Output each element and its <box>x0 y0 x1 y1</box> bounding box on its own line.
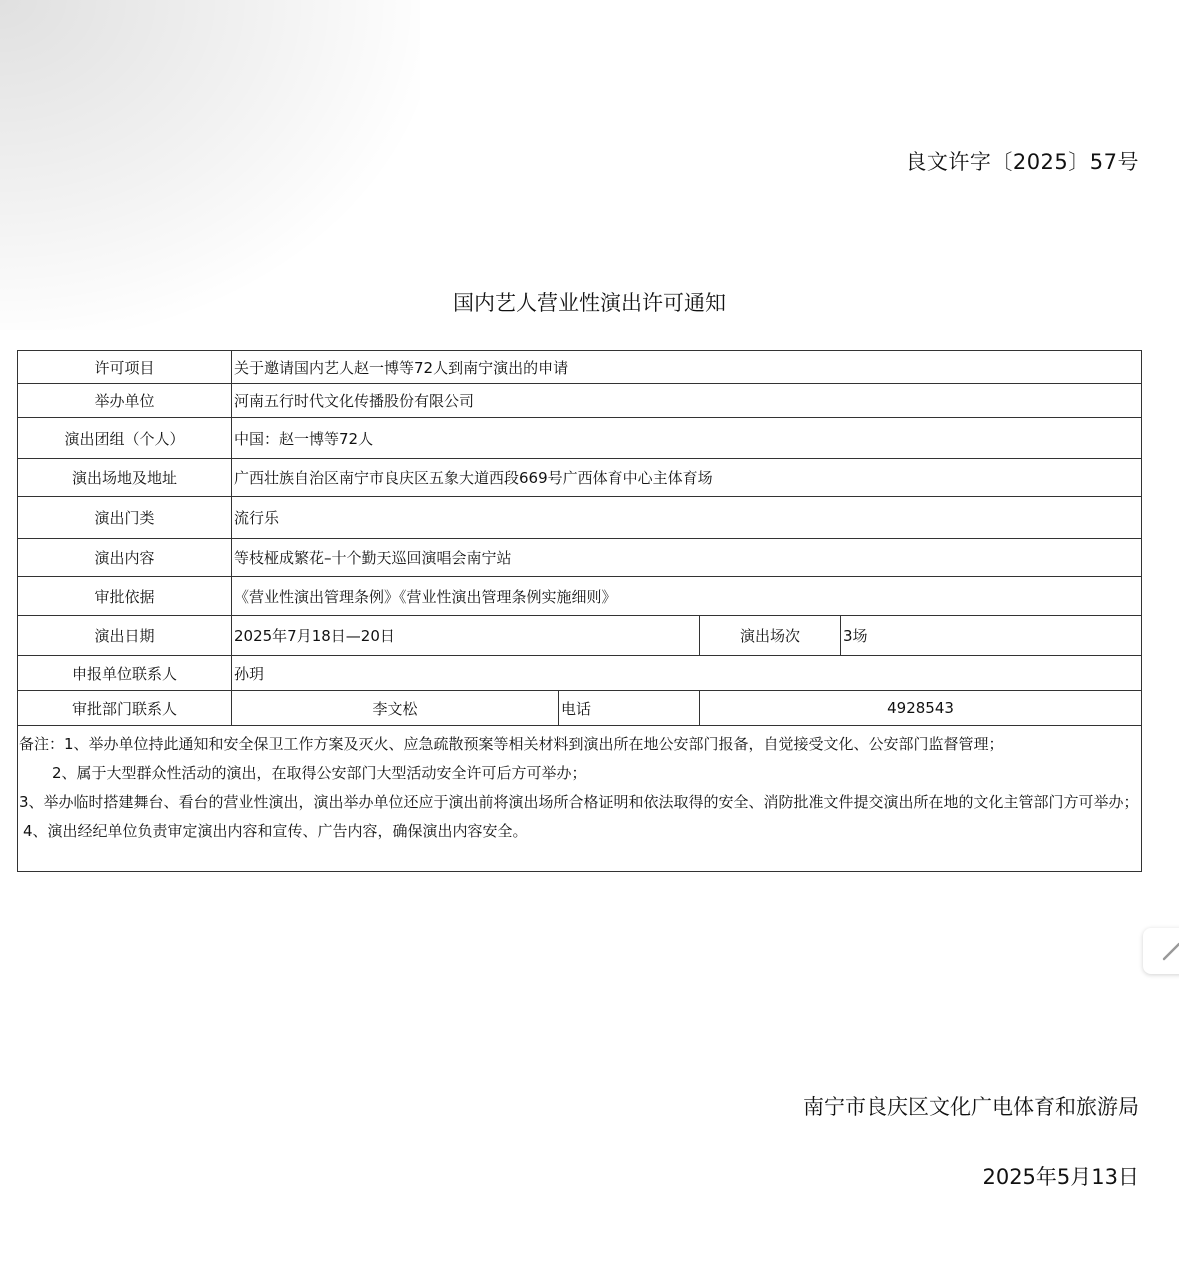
organizer-value: 河南五行时代文化传播股份有限公司 <box>232 384 1142 418</box>
table-row <box>18 351 1142 384</box>
table-row <box>18 616 1142 656</box>
permit-table <box>17 350 1142 872</box>
category-label: 演出门类 <box>18 497 232 539</box>
troupe-label: 演出团组（个人） <box>18 418 232 459</box>
page-shadow <box>0 0 420 330</box>
table-row <box>18 726 1142 872</box>
dates-value: 2025年7月18日—20日 <box>232 616 700 656</box>
basis-label: 审批依据 <box>18 577 232 616</box>
note-line-1: 备注：1、举办单位持此通知和安全保卫工作方案及灭火、应急疏散预案等相关材料到演出所在地公安部门报备，自觉接受文化、公安部门监督管理； <box>19 735 1004 753</box>
shows-label: 演出场次 <box>700 616 841 656</box>
content-label: 演出内容 <box>18 539 232 577</box>
table-row <box>18 418 1142 459</box>
issuing-authority: 南宁市良庆区文化广电体育和旅游局 <box>803 1095 1139 1119</box>
applicant-contact-value: 孙玥 <box>232 656 1142 691</box>
note-line-4: 4、演出经纪单位负责审定演出内容和宣传、广告内容，确保演出内容安全。 <box>23 822 528 840</box>
table-row <box>18 656 1142 691</box>
basis-value: 《营业性演出管理条例》《营业性演出管理条例实施细则》 <box>232 577 1142 616</box>
edit-icon <box>1161 938 1179 962</box>
table-row <box>18 497 1142 539</box>
note-line-3: 3、举办临时搭建舞台、看台的营业性演出，演出举办单位还应于演出前将演出场所合格证明和依法取得的安全、消防批准文件提交演出所在地的文化主管部门方可举办； <box>19 793 1139 811</box>
approver-contact-label: 审批部门联系人 <box>18 691 232 726</box>
notes-cell <box>18 726 1142 872</box>
applicant-contact-label: 申报单位联系人 <box>18 656 232 691</box>
category-value: 流行乐 <box>232 497 1142 539</box>
document-number: 良文许字〔2025〕57号 <box>905 150 1139 174</box>
document-title: 国内艺人营业性演出许可通知 <box>453 291 726 315</box>
table-row <box>18 459 1142 497</box>
project-label: 许可项目 <box>18 351 232 384</box>
venue-value: 广西壮族自治区南宁市良庆区五象大道西段669号广西体育中心主体育场 <box>232 459 1142 497</box>
shows-value: 3场 <box>841 616 1142 656</box>
table-row <box>18 577 1142 616</box>
phone-label: 电话 <box>559 691 700 726</box>
table-row <box>18 539 1142 577</box>
venue-label: 演出场地及地址 <box>18 459 232 497</box>
dates-label: 演出日期 <box>18 616 232 656</box>
edit-button[interactable] <box>1143 928 1179 974</box>
troupe-value: 中国：赵一博等72人 <box>232 418 1142 459</box>
note-line-2: 2、属于大型群众性活动的演出，在取得公安部门大型活动安全许可后方可举办； <box>52 764 587 782</box>
table-row <box>18 691 1142 726</box>
table-row <box>18 384 1142 418</box>
issue-date: 2025年5月13日 <box>982 1165 1139 1189</box>
content-value: 等枝桠成繁花–十个勤天巡回演唱会南宁站 <box>232 539 1142 577</box>
organizer-label: 举办单位 <box>18 384 232 418</box>
project-value: 关于邀请国内艺人赵一博等72人到南宁演出的申请 <box>232 351 1142 384</box>
phone-value: 4928543 <box>700 691 1142 726</box>
approver-contact-name: 李文松 <box>232 691 559 726</box>
